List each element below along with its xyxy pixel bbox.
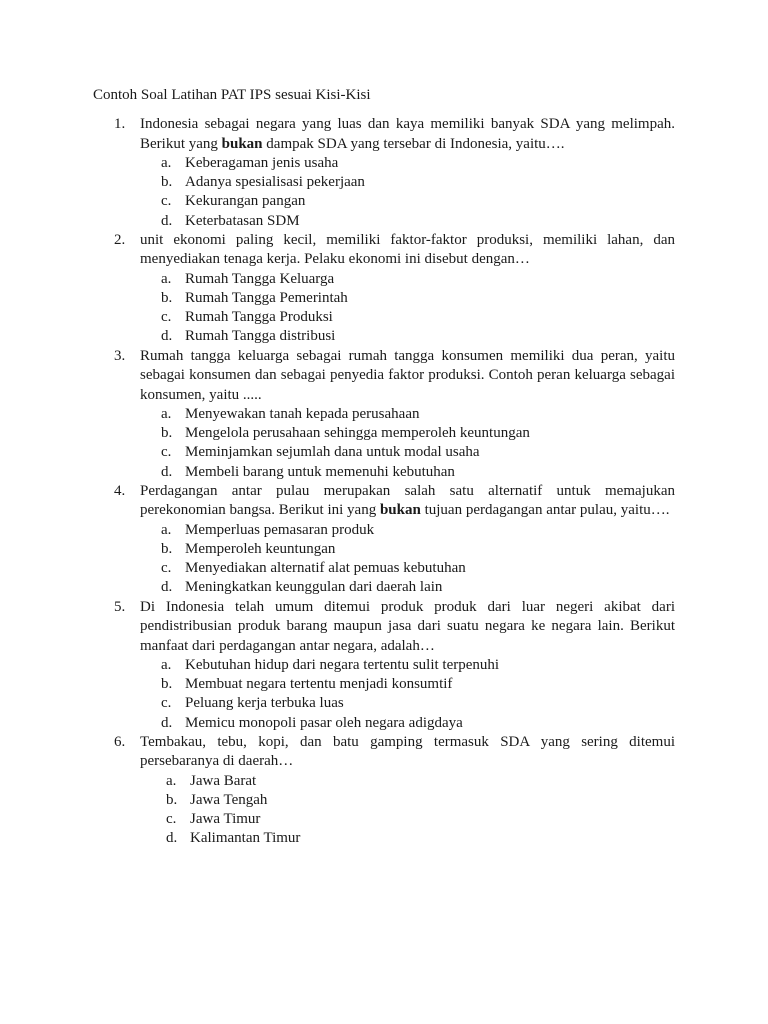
- option-letter: a.: [161, 657, 172, 673]
- answer-option: [100, 405, 675, 424]
- option-text: Menyediakan alternatif alat pemuas kebutuhan: [185, 560, 466, 577]
- option-letter: d.: [161, 328, 173, 345]
- answer-option: [100, 212, 675, 231]
- answer-option: [100, 173, 675, 192]
- answer-option: [100, 694, 675, 713]
- answer-option: [100, 810, 675, 829]
- option-letter: d.: [161, 212, 173, 229]
- question-number: 6.: [114, 733, 126, 750]
- question-number: 1.: [114, 116, 126, 132]
- option-list: [100, 772, 675, 849]
- option-text: Peluang kerja terbuka luas: [185, 695, 344, 712]
- option-text: Kekurangan pangan: [185, 193, 306, 210]
- answer-option: [100, 772, 675, 791]
- option-letter: c.: [161, 193, 172, 210]
- option-text: Keterbatasan SDM: [185, 212, 300, 229]
- option-text: Jawa Timur: [190, 811, 261, 828]
- option-letter: b.: [161, 540, 173, 557]
- option-list: [100, 405, 675, 482]
- option-letter: b.: [166, 791, 178, 808]
- question-text-part: tujuan perdagangan antar pulau, yaitu….: [420, 502, 670, 519]
- answer-option: [100, 521, 675, 540]
- question-text: [140, 482, 675, 521]
- option-text: Rumah Tangga distribusi: [185, 328, 336, 345]
- question-emphasis: bukan: [379, 502, 421, 519]
- option-letter: c.: [161, 560, 172, 577]
- question-text-part: dampak SDA yang tersebar di Indonesia, yaitu….: [262, 135, 565, 152]
- question-text-part: Di Indonesia telah umum ditemui produk produk dari luar negeri akibat dari pendistribusian produk barang maupun jasa dari suatu negara ke negara lain. Berikut manfaat dari perdagangan antar negara, adalah…: [140, 598, 675, 654]
- option-text: Rumah Tangga Keluarga: [185, 270, 335, 287]
- option-text: Keberagaman jenis usaha: [185, 155, 339, 171]
- question-item: [100, 733, 675, 849]
- question-item: [100, 231, 675, 347]
- option-letter: b.: [161, 174, 173, 191]
- option-letter: a.: [161, 406, 172, 422]
- question-text-part: Indonesia sebagai negara yang luas dan kaya memiliki banyak SDA yang melimpah. Berikut yang: [140, 116, 675, 152]
- option-letter: d.: [161, 714, 173, 731]
- answer-option: [100, 327, 675, 346]
- option-letter: a.: [166, 772, 177, 789]
- question-number: 4.: [114, 482, 126, 499]
- option-letter: d.: [161, 463, 173, 480]
- answer-option: [100, 578, 675, 597]
- option-text: Memperluas pemasaran produk: [185, 521, 375, 538]
- option-letter: a.: [161, 155, 172, 171]
- question-list: [100, 115, 675, 849]
- question-text: [140, 733, 675, 772]
- option-text: Menyewakan tanah kepada perusahaan: [185, 406, 420, 422]
- option-list: [100, 656, 675, 733]
- option-text: Memicu monopoli pasar oleh negara adigdaya: [185, 714, 463, 731]
- option-list: [100, 521, 675, 598]
- answer-option: [100, 192, 675, 211]
- answer-option: [100, 540, 675, 559]
- option-text: Meningkatkan keunggulan dari daerah lain: [185, 579, 443, 596]
- option-list: [100, 270, 675, 347]
- option-letter: c.: [161, 444, 172, 461]
- option-text: Membuat negara tertentu menjadi konsumtif: [185, 676, 453, 693]
- answer-option: [100, 675, 675, 694]
- answer-option: [100, 791, 675, 810]
- question-number: 3.: [114, 347, 126, 364]
- option-text: Rumah Tangga Pemerintah: [185, 289, 348, 306]
- question-emphasis: bukan: [221, 135, 263, 152]
- option-letter: a.: [161, 521, 172, 538]
- answer-option: [100, 559, 675, 578]
- question-item: [100, 598, 675, 733]
- document-title: Contoh Soal Latihan PAT IPS sesuai Kisi-Kisi: [93, 87, 371, 103]
- question-number: 2.: [114, 231, 126, 248]
- option-text: Mengelola perusahaan sehingga memperoleh keuntungan: [185, 425, 530, 442]
- answer-option: [100, 443, 675, 462]
- question-text: [140, 115, 675, 154]
- question-text-part: unit ekonomi paling kecil, memiliki faktor-faktor produksi, memiliki lahan, dan menyediakan tenaga kerja. Pelaku ekonomi ini disebut dengan…: [140, 231, 675, 268]
- answer-option: [100, 424, 675, 443]
- answer-option: [100, 656, 675, 675]
- question-item: [100, 115, 675, 231]
- question-item: [100, 482, 675, 598]
- option-text: Meminjamkan sejumlah dana untuk modal usaha: [185, 444, 480, 461]
- answer-option: [100, 154, 675, 173]
- option-letter: b.: [161, 676, 173, 693]
- option-text: Rumah Tangga Produksi: [185, 309, 333, 326]
- answer-option: [100, 463, 675, 482]
- option-text: Jawa Tengah: [190, 791, 268, 808]
- option-letter: c.: [161, 695, 172, 712]
- question-text: [140, 347, 675, 406]
- option-list: [100, 154, 675, 231]
- option-letter: c.: [166, 811, 177, 828]
- option-letter: a.: [161, 270, 172, 287]
- option-text: Jawa Barat: [190, 772, 257, 789]
- option-letter: c.: [161, 309, 172, 326]
- answer-option: [100, 714, 675, 733]
- question-text: [140, 598, 675, 657]
- answer-option: [100, 829, 675, 848]
- answer-option: [100, 289, 675, 308]
- option-letter: b.: [161, 425, 173, 442]
- option-letter: d.: [161, 579, 173, 596]
- option-text: Kebutuhan hidup dari negara tertentu sulit terpenuhi: [185, 657, 500, 673]
- question-text-part: Rumah tangga keluarga sebagai rumah tangga konsumen memiliki dua peran, yaitu sebagai konsumen dan sebagai penyedia faktor produksi. Contoh peran keluarga sebagai konsumen, yaitu .....: [140, 347, 675, 403]
- question-text-part: Perdagangan antar pulau merupakan salah satu alternatif untuk memajukan perekonomian bangsa. Berikut ini yang: [140, 482, 675, 519]
- option-text: Memperoleh keuntungan: [185, 540, 336, 557]
- option-text: Kalimantan Timur: [190, 830, 301, 847]
- option-letter: d.: [166, 830, 178, 847]
- question-number: 5.: [114, 598, 126, 615]
- option-text: Adanya spesialisasi pekerjaan: [185, 174, 365, 191]
- option-text: Membeli barang untuk memenuhi kebutuhan: [185, 463, 455, 480]
- question-text: [140, 231, 675, 270]
- question-text-part: Tembakau, tebu, kopi, dan batu gamping termasuk SDA yang sering ditemui persebaranya di daerah…: [140, 733, 675, 770]
- answer-option: [100, 270, 675, 289]
- answer-option: [100, 308, 675, 327]
- question-item: [100, 347, 675, 482]
- option-letter: b.: [161, 289, 173, 306]
